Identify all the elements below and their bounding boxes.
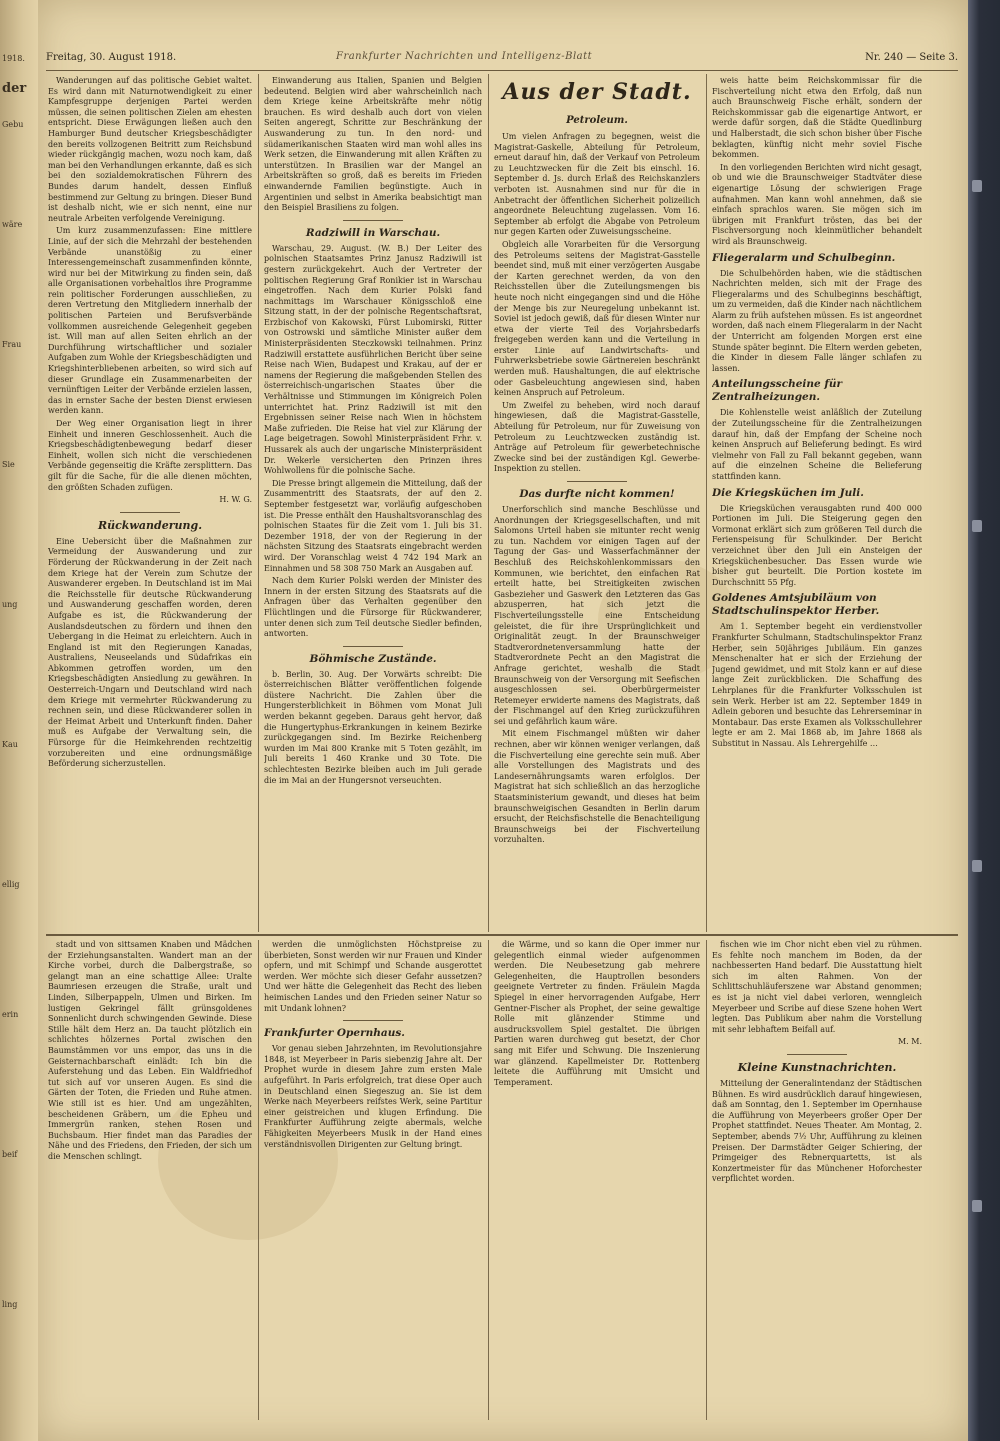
page-binding-edge (968, 0, 1000, 1441)
signature: H. W. G. (219, 495, 252, 505)
article-paragraph: Der Weg einer Organisation liegt in ihrer Einheit und inneren Geschlossenheit. Auch die Kriegsbeschädigtenbewegung bedarf dieser Einheit, wollen sich nicht die verschiedenen Verbände gegenseitig die Kräfte zersplittern. Das gilt für die Sache, für die alle dienen möchten, den größten Schaden zufügen. (48, 419, 252, 492)
article-paragraph: fischen wie im Chor nicht eben viel zu rühmen. Es fehlte noch manchem im Boden, da der nachbesserten Hand bedarf. Die Ausstattung hielt sich im alten Rahmen. Von der Schlittschuhläuferszene war Abstand genommen; es ist ja nicht viel dabei verloren, wenngleich Meyerbeer und Scribe auf diese Szene hohen Wert legten. Das Publikum aber nahm die Vorstellung mit sehr lebhaftem Beifall auf. (712, 940, 922, 1034)
margin-fragment: ung (2, 600, 18, 609)
heading-rueckwanderung: Rückwanderung. (97, 518, 203, 532)
column-rule (258, 74, 259, 932)
article-paragraph: weis hatte beim Reichskommissar für die Fischverteilung nicht etwa den Erfolg, daß nun auch Braunschweig Fische erhält, sondern der Reichskommissar gab die eigenartige Antwort, er werde dafür sorgen, daß die Städte Quedlinburg und Halberstadt, die sich schon bisher über Fische beklagten, künftig nicht mehr soviel Fische bekommen. (712, 76, 922, 160)
section-divider (787, 1054, 847, 1055)
section-divider (567, 481, 627, 482)
margin-fragment: Gebu (2, 120, 24, 129)
article-paragraph: Mit einem Fischmangel müßten wir daher rechnen, aber wir können weniger verlangen, daß die Fischverteilung eine gerechte sein muß. Aber alle Vorstellungen des Magistrats und des Landesernährungsamts waren erfolglos. Der Magistrat hat sich schließlich an das herzogliche Staatsministerium gewandt, und dieses hat beim braunschweigischen Gesandten in Berlin darum ersucht, der Reichsfischstelle die Benachteiligung Braunschweigs bei der Fischverteilung vorzuhalten. (494, 729, 700, 845)
masthead: Frankfurter Nachrichten und Intelligenz-Blatt (336, 51, 593, 62)
margin-fragment: Frau (2, 340, 22, 349)
article-paragraph: Eine Uebersicht über die Maßnahmen zur Vermeidung der Auswanderung und zur Förderung der Rückwanderung in der Zeit nach dem Kriege hat der Verein zum Schutze der Auswanderer ergeben. In Deutschland ist im Mai die Reichsstelle für deutsche Rückwanderung und Auswanderung geschaffen worden, deren Aufgabe es ist, die Rückwanderung der Auslandsdeutschen zu fördern und ihnen den Uebergang in die Heimat zu erleichtern. Auch in England ist mit den Regierungen Kanadas, Australiens, Neuseelands und Südafrikas ein Abkommen getroffen worden, um den Kriegsbeschädigten Ansiedlung zu gewähren. In Oesterreich-Ungarn und Deutschland wird nach dem Kriege mit vermehrter Rückwanderung zu rechnen sein, und diese Rückwanderer sollen in der Heimat Arbeit und Unterkunft finden. Daher muß es Aufgabe der Verwaltung sein, die Fürsorge für die Heimkehrenden rechtzeitig vorzubereiten und eine ordnungsmäßige Beförderung sicherzustellen. (48, 536, 252, 769)
heading-kleine-kunstnachrichten: Kleine Kunstnachrichten. (737, 1060, 897, 1074)
column-rule (258, 940, 259, 1420)
article-paragraph: Um kurz zusammenzufassen: Eine mittlere Linie, auf der sich die Mehrzahl der bestehenden Verbände unanstößig zu einer Interessengemeinschaft zusammenfinden könnte, wird nur bei der Mitwirkung zu finden sein, daß alle Organisationen vorbehaltlos ihre Programme rein politischer Forderungen ausschließen, zu deren Vertretung den Mitgliedern innerhalb der politischen Parteien und Berufsverbände vollkommen ausreichende Gelegenheit gegeben ist. Will man auf allen Seiten ehrlich an der Durchführung wirtschaftlicher und sozialer Aufgaben zum Wohle der Kriegsbeschädigten und Kriegshinterbliebenen arbeiten, so wird sich auf dieser Grundlage ein Zusammenarbeiten der vernünftigen Leiter der Verbände erzielen lassen, das in ernster Sache der besten Dienst erwiesen werden kann. (48, 226, 252, 416)
article-paragraph: In den vorliegenden Berichten wird nicht gesagt, ob und wie die Braunschweiger Stadtväter diese eigenartige Lösung der schwierigen Frage aufnahmen. Man kann wohl annehmen, daß sie einfach sprachlos waren. Sie mögen sich im übrigen mit Frankfurt trösten, das bei der Fischversorgung noch kleinmütlicher behandelt wird als Braunschweig. (712, 162, 922, 246)
margin-fragment: ling (2, 1300, 18, 1309)
heading-anteilungsscheine: Anteilungsscheine für Zentralheizungen. (712, 378, 843, 404)
heading-das-durfte-nicht-kommen: Das durfte nicht kommen! (519, 488, 675, 500)
bottom-column-4 (712, 940, 922, 1420)
article-paragraph: werden die unmöglichsten Höchstpreise zu überbieten, Sonst werden wir nur Frauen und Kinder opfern, und mit Schimpf und Schande ausgerottet werden. Wer möchte sich dieser Gefahr aussetzen? Und wer hätte die Gelegenheit das Recht des lieben heimischen Landes und den Frieden seiner Natur so mit Undank lohnen? (264, 940, 482, 1013)
column-rule (706, 74, 707, 932)
column-rule (488, 940, 489, 1420)
column-4 (712, 76, 922, 930)
heading-opernhaus: Frankfurter Opernhaus. (264, 1027, 405, 1040)
column-rule (706, 940, 707, 1420)
feuilleton-divider (46, 934, 958, 936)
article-paragraph: Obgleich alle Vorarbeiten für die Versorgung des Petroleums seitens der Magistrat-Gasstelle beendet sind, muß mit einer verzögerten Ausgabe der Karten gerechnet werden, da von den Reichsstellen über die Zuteilungsmengen bis heute noch nicht eingegangen sind und die Höhe der Menge bis zur Neuregelung unbekannt ist. Soviel ist jedoch gewiß, daß für diesen Winter nur etwa der vierte Teil des Vorjahrsbedarfs freigegeben werden kann und die Verteilung in erster Linie auf Landwirtschafts- und Fuhrwerksbetriebe sowie Gärtnereien beschränkt werden muß. Haushaltungen, die auf elektrische oder Gasbeleuchtung angewiesen sind, haben keinen Anspruch auf Petroleum. (494, 239, 700, 398)
binding-clip (972, 1200, 982, 1212)
bottom-column-2 (264, 940, 482, 1420)
article-paragraph: Um vielen Anfragen zu begegnen, weist die Magistrat-Gaskelle, Abteilung für Petroleum, erneut darauf hin, daß der Verkauf von Petroleum zu Leuchtzwecken für die Zeit bis einschl. 16. September d. Js. durch Erlaß des Reichskanzlers verboten ist. Ausnahmen sind nur für die in Anbetracht der öffentlichen Sicherheit polizeilich angeordnete Beleuchtung zugelassen. Vom 16. September ab erfolgt die Abgabe von Petroleum nur gegen Karten oder Zuweisungsscheine. (494, 132, 700, 237)
heading-kriegskuechen: Die Kriegsküchen im Juli. (712, 486, 864, 499)
article-paragraph: Vor genau sieben Jahrzehnten, im Revolutionsjahre 1848, ist Meyerbeer in Paris siebenzig Jahre alt. Der Prophet wurde in diesem Jahre zum ersten Male aufgeführt. In Paris erfolgreich, trat diese Oper auch in Deutschland einen Siegeszug an. Sie ist dem Werke nach Meyerbeers reifstes Werk, seine Partitur einer geistreichen und klugen Erfindung. Die Frankfurter Aufführung zeigte abermals, welche Fähigkeiten Meyerbeers Musik in der Hand eines verständnisvollen Dirigenten zur Geltung bringt. (264, 1044, 482, 1149)
margin-fragment: erin (2, 1010, 19, 1019)
article-paragraph: stadt und von sittsamen Knaben und Mädchen der Erziehungsanstalten. Wandert man an der Kirche vorbei, durch die Dalbergstraße, so gelangt man an eine schattige Allee: Uralte Baumriesen erzeugen die Straße, uralt und Linden, Silberpappeln, Ulmen und Birken. Im lustigen Gekringel fällt grünsgoldenes Sonnenlicht durch schwingenden Gewinde. Diese Stille hält dem Herz an. Da taucht plötzlich ein schlichtes hölzernes Portal zwischen den Baumstämmen vor uns empor, das uns in die Geisternachbarschaft einlädt: Ich bin die Auferstehung und das Leben. Ein Waldfriedhof tut sich auf vor unseren Augen. Es sind die Gärten der Toten, die Frieden und Ruhe atmen. Wie still ist es hier. Und am ungezählten, bescheidenen Gräbern, um die Epheu und Immergrün ranken, stehen Rosen und Buchsbaum. Hier findet man das Paradies der Nähe und des Friedens, den Frieden, der sich um die Menschen schlingt. (48, 940, 252, 1161)
margin-fragment: beif (2, 1150, 18, 1159)
page-number: Nr. 240 — Seite 3. (865, 52, 958, 63)
column-1 (48, 76, 252, 930)
margin-fragment: wäre (2, 220, 23, 229)
section-divider (343, 1020, 403, 1021)
column-3 (494, 76, 700, 930)
heading-petroleum: Petroleum. (566, 115, 628, 126)
page-header (46, 48, 958, 70)
column-2 (264, 76, 482, 930)
bottom-column-3 (494, 940, 700, 1420)
article-paragraph: Nach dem Kurier Polski werden der Minister des Innern in der ersten Sitzung des Staatsrats auf die Anfragen über das Verhalten gegenüber den Flüchtlingen und die Fürsorge für Rückwanderer, unter denen sich zum Teil deutsche Siedler befinden, antworten. (264, 576, 482, 639)
article-paragraph: Warschau, 29. August. (W. B.) Der Leiter des polnischen Staatsamtes Prinz Janusz Radziwill ist gestern zurückgekehrt. Auch der Vertreter der politischen Regierung Graf Ronikier ist in Warschau eingetroffen. Nach dem Kurier Polski fand nachmittags im Warschauer Königsschloß eine Sitzung statt, in der der polnische Regentschaftsrat, Erzbischof von Kakowski, Fürst Lubomirski, Ritter von Ostrowski und sämtliche Minister außer dem Ministerpräsidenten Steczkowski teilnahmen. Prinz Radziwill erstattete ausführlichen Bericht über seine Reise nach Wien, Budapest und Krakau, auf der er namens der Regierung die maßgebenden Stellen des österreichisch-ungarischen Staates über die Verhältnisse und Stimmungen im Königreich Polen unterrichtet hat. Prinz Radziwill ist mit den Ergebnissen seiner Reise nach Wien in höchstem Maße zufrieden. Die Reise hat viel zur Klärung der Lage beigetragen. Sowohl Ministerpräsident Frhr. v. Hussarek als auch der ungarische Ministerpräsident Dr. Wekerle versicherten den Prinzen ihres Wohlwollens für die polnische Sache. (264, 243, 482, 476)
header-rule (46, 70, 958, 71)
margin-fragment: ellig (2, 880, 20, 889)
article-paragraph: Wanderungen auf das politische Gebiet waltet. Es wird dann mit Naturnotwendigkeit zu einer Kampfesgruppe derjenigen Partei werden müssen, die seinen politischen Zielen am ehesten entspricht. Diese Erwägungen ließen auch den Hamburger Bund deutscher Kriegsbeschädigter den bereits vollzogenen Beitritt zum Reichsbund wieder rückgängig machen, wozu noch kam, daß man bei den Verhandlungen erkannte, daß es sich bei den sozialdemokratischen Führern des Bundes darum handelt, dessen Einfluß bestimmend zur Geltung zu bringen. Dieser Bund ist deshalb nicht, wie er sich nennt, eine nur neutrale Arbeiten verfolgende Vereinigung. (48, 76, 252, 223)
article-paragraph: Unerforschlich sind manche Beschlüsse und Anordnungen der Kriegsgesellschaften, und mit Salomons Urteil haben sie mitunter recht wenig zu tun. Nachdem vor einigen Tagen auf der Tagung der Gas- und Wasserfachmänner der Beschluß des Reichskohlenkommissars den Kommunen, wie berichtet, den einfachen Rat erteilt hatte, bei Streitigkeiten zwischen Gasbezieher und Gaswerk den Letzteren das Gas abzusperren, hat sich jetzt die Fischverteilungsstelle eine Entscheidung geleistet, die für ihre Ursprünglichkeit und Originalität zeugt. In der Braunschweiger Stadtverordnetenversammlung hatte der Stadtverordnete Pecht an den Magistrat die Anfrage gerichtet, weshalb die Stadt Braunschweig von der Versorgung mit Seefischen ausgeschlossen sei. Oberbürgermeister Retemeyer erwiderte namens des Magistrats, daß der Fischmangel auf den Krieg zurückzuführen sei und gefährlich kaum wäre. (494, 505, 700, 726)
article-paragraph: Einwanderung aus Italien, Spanien und Belgien bedeutend. Belgien wird aber wahrscheinlich nach dem Kriege keine Arbeitskräfte mehr nötig brauchen. Es wird deshalb auch dort von vielen Seiten angeregt, Schritte zur Beschränkung der Auswanderung zu tun. In den nord- und südamerikanischen Staaten wird man wohl alles ins Werk setzen, die Einwanderung mit allen Kräften zu unterstützen. In Brasilien war der Mangel an Arbeitskräften so groß, daß es bereits im Frieden einwandernde Familien begünstigte. Auch in Argentinien und selbst in Amerika beabsichtigt man den Beispiel Brasiliens zu folgen. (264, 76, 482, 213)
column-rule (488, 74, 489, 932)
heading-amtsjubilaeum: Goldenes Amtsjubiläum von Stadtschulinspektor Herber. (712, 592, 880, 618)
binding-clip (972, 520, 982, 532)
margin-fragment: Kau (2, 740, 18, 749)
margin-fragment: 1918. (2, 54, 25, 63)
article-paragraph: Mitteilung der Generalintendanz der Städtischen Bühnen. Es wird ausdrücklich darauf hingewiesen, daß am Sonntag, den 1. September im Opernhause die Aufführung von Meyerbeers großer Oper Der Prophet stattfindet. Neues Theater. Am Montag, 2. September, abends 7½ Uhr, Aufführung zu kleinen Preisen. Der Darmstädter Geiger Schiering, der Primgeiger des Rebnerquartetts, ist als Konzertmeister für das Münchener Hoforchester verpflichtet worden. (712, 1078, 922, 1184)
heading-radziwill: Radziwill in Warschau. (305, 226, 441, 239)
article-paragraph: Die Kriegsküchen verausgabten rund 400 000 Portionen im Juli. Die Steigerung gegen den Vormonat erklärt sich zum größeren Teil durch die Ferienspeisung für Schulkinder. Der Bericht verzeichnet über den Juli ein Ansteigen der Kriegsküchenbesucher. Das Essen wurde wie bisher gut beurteilt. Die Portion kostete im Durchschnitt 55 Pfg. (712, 503, 922, 587)
article-paragraph: Die Presse bringt allgemein die Mitteilung, daß der Zusammentritt des Staatsrats, der auf den 2. September festgesetzt war, vorläufig aufgeschoben ist. Die Presse enthält den Haushaltsvoranschlag des polnischen Staates für die Zeit vom 1. Juli bis 31. Dezember 1918, der von der Regierung in der nächsten Sitzung des Staatsrats eingebracht werden wird. Der Voranschlag weist 4 742 194 Mark an Einnahmen und 58 308 750 Mark an Ausgaben auf. (264, 478, 482, 573)
section-divider (343, 646, 403, 647)
binding-clip (972, 180, 982, 192)
article-paragraph: Die Schulbehörden haben, wie die städtischen Nachrichten melden, sich mit der Frage des Fliegeralarms und des Schulbeginns beschäftigt, um zu vermeiden, daß die Kinder nach nächtlichem Alarm zu früh aufstehen müssen. Es ist angeordnet worden, daß nach einem Fliegeralarm in der Nacht der Unterricht am folgenden Morgen erst eine Stunde später beginnt. Die Eltern werden gebeten, die Kinder in diesem Falle länger schlafen zu lassen. (712, 268, 922, 373)
signature: M. M. (897, 1037, 922, 1047)
article-paragraph: Am 1. September begeht ein verdienstvoller Frankfurter Schulmann, Stadtschulinspektor Franz Herber, sein 50jähriges Jubiläum. Ein ganzes Menschenalter hat er sich der Erziehung der Jugend gewidmet, und mit Stolz kann er auf diese lange Zeit zurückblicken. Die Schaffung des Lehrplanes für die Frankfurter Volksschulen ist sein Werk. Herber ist am 22. September 1849 in Adlein geboren und besuchte das Lehrerseminar in Montabaur. Das erste Examen als Volksschullehrer legte er am 2. Mai 1868 ab, im Jahre 1868 als Substitut in Nassau. Als Lehrergehilfe … (712, 622, 922, 748)
margin-fragment: Sie (2, 460, 15, 469)
date-line: Freitag, 30. August 1918. (46, 52, 177, 63)
heading-fliegeralarm: Fliegeralarm und Schulbeginn. (712, 251, 896, 264)
article-paragraph: die Wärme, und so kann die Oper immer nur gelegentlich einmal wieder aufgenommen werden. Die Neubesetzung gab mehrere Gelegenheiten, die Hauptrollen besonders geeignete Vertreter zu finden. Fräulein Magda Spiegel in einer hervorragenden Aufgabe, Herr Gentner-Fischer als Prophet, der seine gewaltige Rolle mit glänzender Stimme und ausdrucksvollem Spiel gestaltet. Die übrigen Partien waren durchweg gut besetzt, der Chor sang mit Eifer und Schwung. Die Inszenierung war glänzend. Kapellmeister Dr. Rottenberg leitete die Aufführung mit Umsicht und Temperament. (494, 940, 700, 1087)
article-paragraph: Um Zweifel zu beheben, wird noch darauf hingewiesen, daß die Magistrat-Gasstelle, Abteilung für Petroleum, nur für Zuweisung von Petroleum zu Leuchtzwecken zuständig ist. Anträge auf Petroleum für gewerbetechnische Zwecke sind bei der zuständigen Kgl. Gewerbe-Inspektion zu stellen. (494, 400, 700, 474)
article-paragraph: Die Kohlenstelle weist anläßlich der Zuteilung der Zuteilungsscheine für die Zentralheizungen darauf hin, daß der Empfang der Scheine noch keinen Anspruch auf Belieferung bedingt. Es wird vielmehr von Fall zu Fall bekannt gegeben, wann auf die einzelnen Scheine die Belieferung stattfinden kann. (712, 408, 922, 481)
heading-aus-der-stadt: Aus der Stadt. (502, 79, 692, 105)
bottom-column-1 (48, 940, 252, 1420)
article-paragraph: b. Berlin, 30. Aug. Der Vorwärts schreibt: Die österreichischen Blätter veröffentlichen folgende düstere Nachricht. Die Zahlen über die Hungersterblichkeit in Böhmen vom Monat Juli werden bekannt gegeben. Daraus geht hervor, daß die Hungertyphus-Erkrankungen in keinem Bezirke zurückgegangen sind. Im Bezirke Reichenberg wurden im Mai 800 Kranke mit 5 Toten gezählt, im Juli bereits 1 460 Kranke und 30 Tote. Die schlechtesten Bezirke bleiben auch im Juli gerade die im Mai an der Hungersnot verseuchten. (264, 669, 482, 785)
heading-boehmische-zustaende: Böhmische Zustände. (309, 652, 437, 665)
section-divider (343, 220, 403, 221)
binding-clip (972, 860, 982, 872)
newspaper-page (38, 0, 968, 1441)
margin-fragment: der (2, 81, 27, 96)
left-margin-adjacent-page (0, 0, 38, 1441)
section-divider (120, 512, 180, 513)
